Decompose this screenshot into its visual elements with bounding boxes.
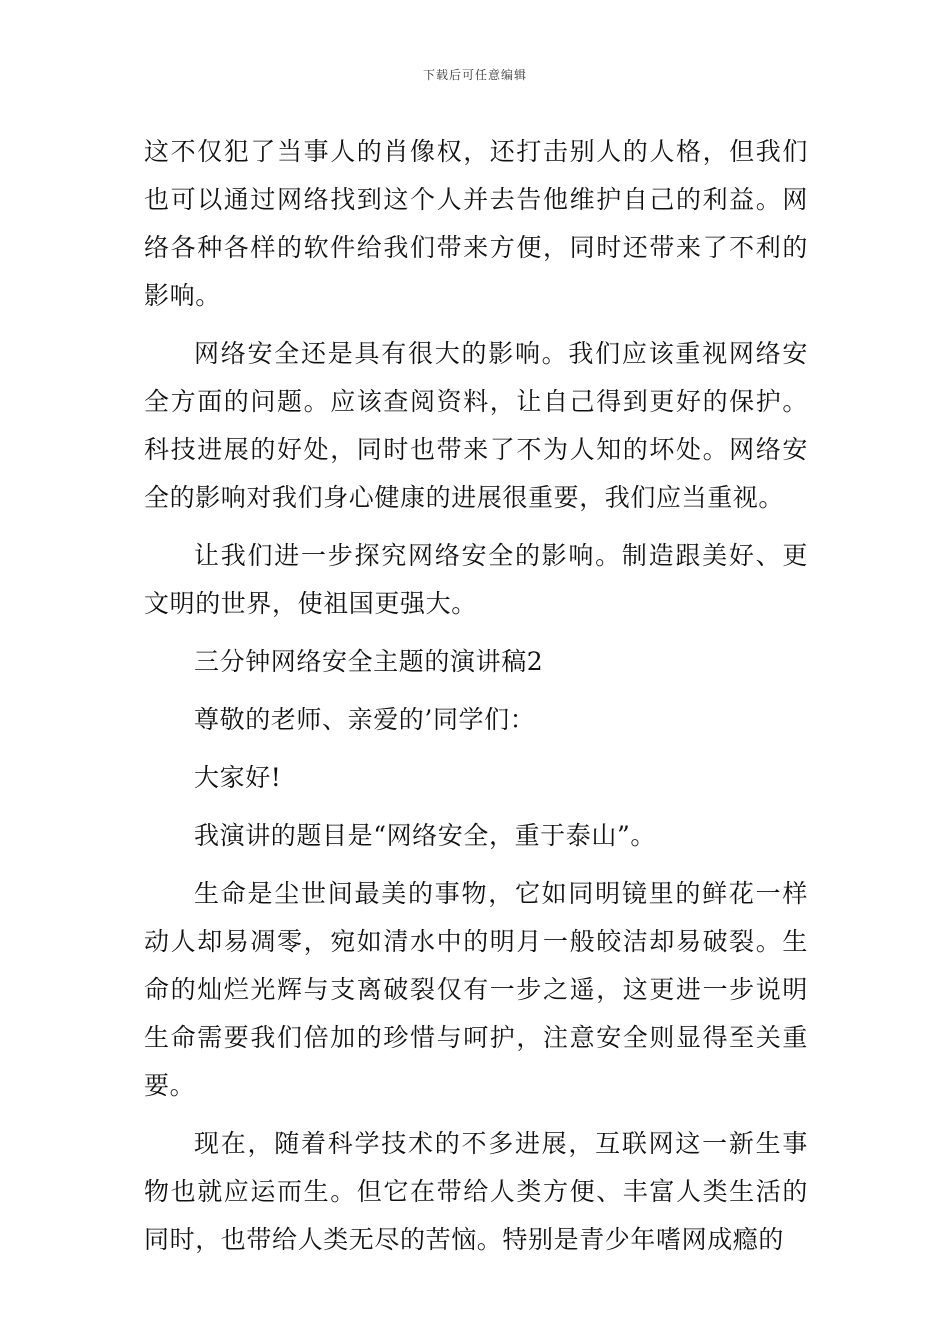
paragraph: 现在，随着科学技术的不多进展，互联网这一新生事物也就应运而生。但它在带给人类方便、丰富人类生活的同时，也带给人类无尽的苦恼。特别是青少年嗜网成瘾的 bbox=[144, 1129, 808, 1254]
paragraph: 让我们进一步探究网络安全的影响。制造跟美好、更文明的世界，使祖国更强大。 bbox=[144, 541, 808, 618]
paragraph: 生命是尘世间最美的事物，它如同明镜里的鲜花一样动人却易凋零，宛如清水中的明月一般皎洁却易破裂。生命的灿烂光辉与支离破裂仅有一步之遥，这更进一步说明生命需要我们倍加的珍惜与呵护，注意安全则显得至关重要。 bbox=[144, 879, 808, 1100]
salutation: 尊敬的老师、亲爱的’同学们： bbox=[194, 705, 536, 734]
speech-topic: 我演讲的题目是“网络安全，重于泰山”。 bbox=[194, 821, 656, 850]
section-title: 三分钟网络安全主题的演讲稿2 bbox=[194, 647, 544, 676]
header-note: 下载后可任意编辑 bbox=[422, 68, 527, 82]
paragraph-continuation: 这不仅犯了当事人的肖像权，还打击别人的人格，但我们也可以通过网络找到这个人并去告他维护自己的利益。网络各种各样的软件给我们带来方便，同时还带来了不利的影响。 bbox=[144, 137, 808, 310]
document-body bbox=[144, 128, 808, 1264]
greeting: 大家好! bbox=[194, 763, 282, 792]
paragraph: 网络安全还是具有很大的影响。我们应该重视网络安全方面的问题。应该查阅资料，让自己得到更好的保护。科技进展的好处，同时也带来了不为人知的坏处。网络安全的影响对我们身心健康的进展很重要，我们应当重视。 bbox=[144, 339, 808, 512]
